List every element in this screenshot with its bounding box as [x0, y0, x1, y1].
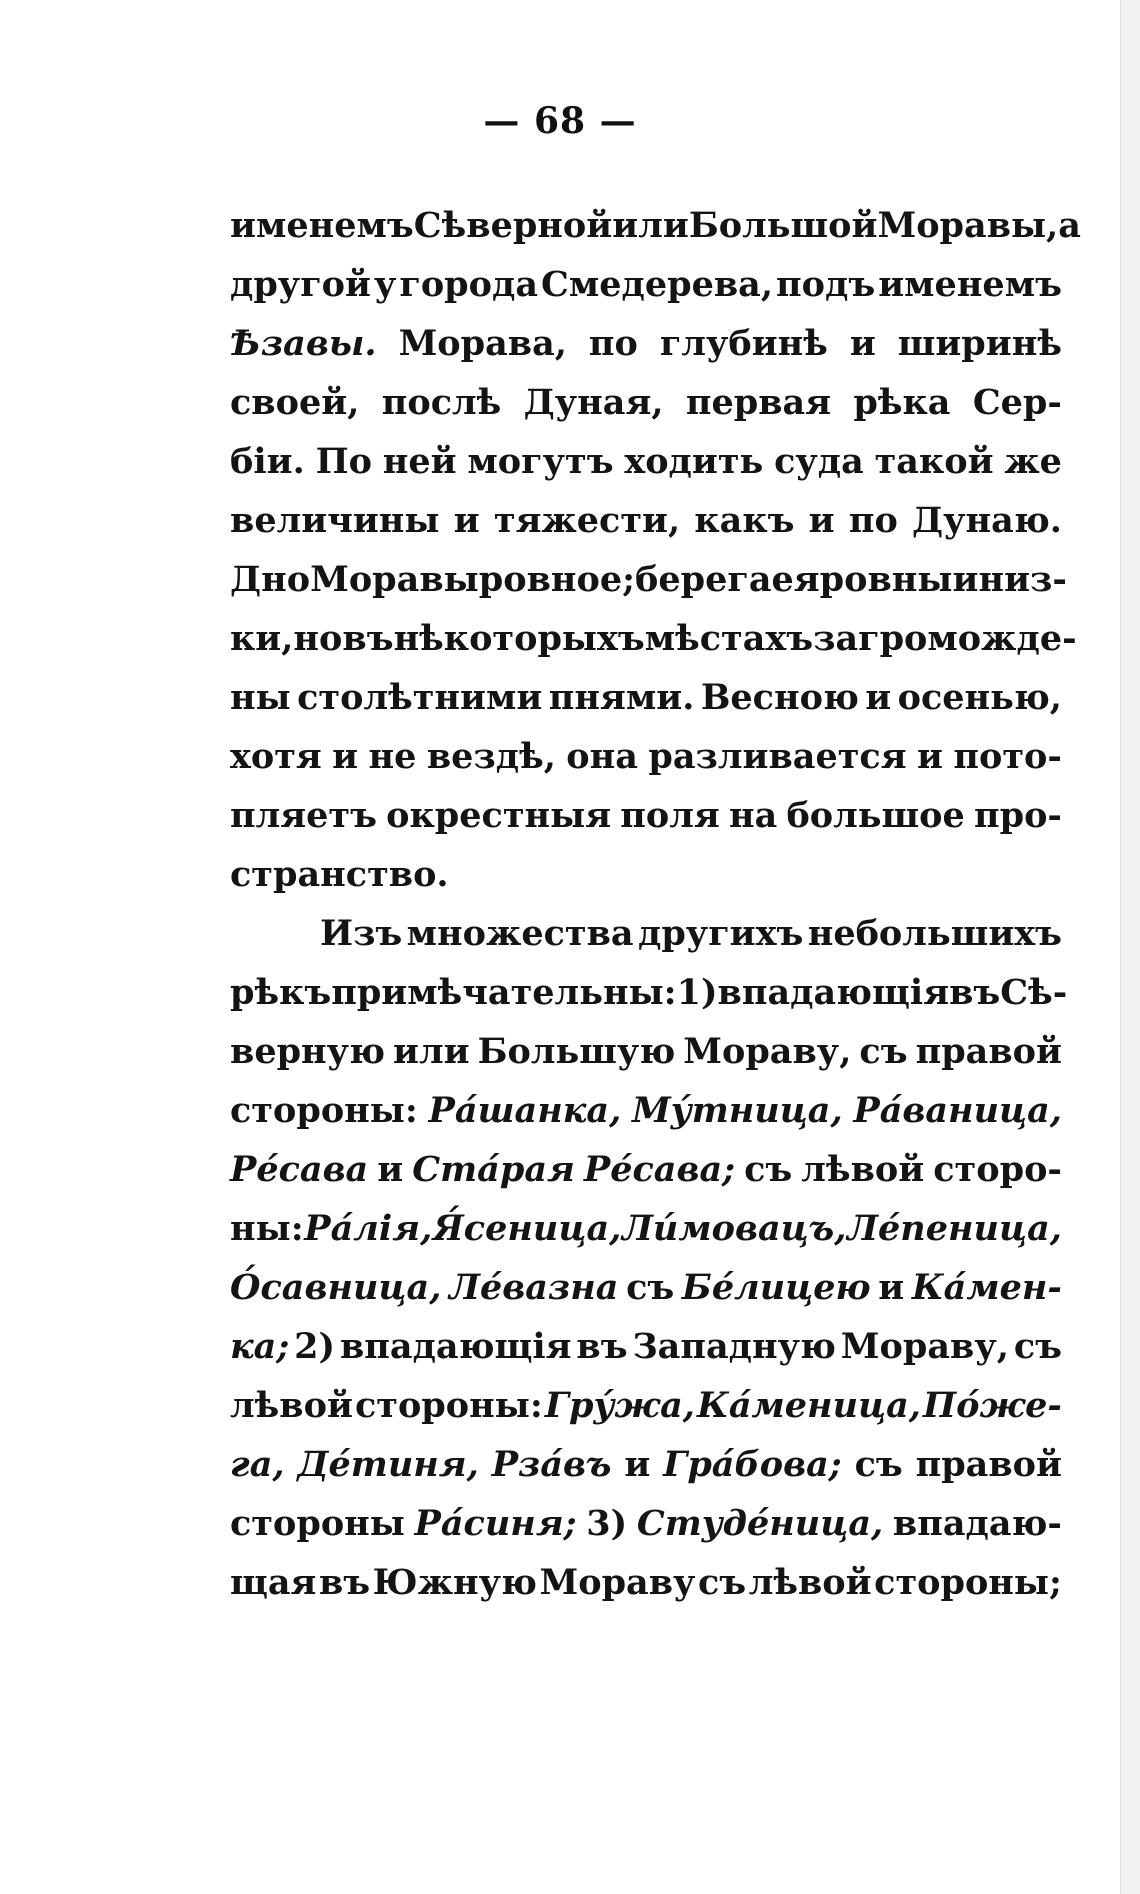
word: Дно	[230, 559, 311, 600]
word: и	[865, 677, 892, 718]
text-line	[230, 609, 1077, 668]
word: съ	[626, 1267, 675, 1308]
text-line	[230, 1199, 1062, 1258]
italic-word: Я́сеница,	[432, 1208, 622, 1249]
italic-word: Ра́лія,	[304, 1208, 433, 1249]
italic-word: Гру́жа,	[544, 1385, 695, 1426]
italic-word: ка;	[230, 1326, 290, 1367]
text-line	[230, 255, 1062, 314]
text-line	[230, 1553, 1062, 1612]
italic-word: Ре́сава	[230, 1149, 369, 1190]
italic-word: Му́тница,	[632, 1090, 843, 1131]
word: Дуная,	[523, 382, 664, 423]
word: рѣка	[853, 382, 951, 423]
word: Дунаю.	[912, 500, 1062, 541]
word: нѣкоторыхъ	[393, 618, 645, 659]
word: могутъ	[467, 441, 614, 482]
word: но	[293, 618, 343, 659]
word: Мораву	[539, 1562, 696, 1603]
word: 2)	[294, 1326, 336, 1367]
word: и	[952, 559, 979, 600]
word: не	[368, 736, 417, 777]
word: загроможде-	[813, 618, 1077, 659]
word: по	[588, 323, 638, 364]
word: множества	[406, 913, 634, 954]
word: Большую	[477, 1031, 676, 1072]
word: или	[393, 1031, 470, 1072]
word: и	[808, 500, 835, 541]
word: хотя	[230, 736, 322, 777]
word: тяжести,	[493, 500, 681, 541]
word: и	[624, 1444, 651, 1485]
word: впадаю-	[892, 1503, 1062, 1544]
word: 3)	[586, 1503, 628, 1544]
italic-word: Ѣзавы.	[230, 323, 377, 364]
word: и	[917, 736, 943, 777]
word: и	[377, 1149, 404, 1190]
text-line	[230, 727, 1062, 786]
word: ширинѣ	[897, 323, 1062, 364]
word: ней	[382, 441, 457, 482]
word: ны:	[230, 1208, 304, 1249]
word: лѣвой	[230, 1385, 353, 1426]
word: ходить	[624, 441, 764, 482]
text-line	[230, 1494, 1062, 1553]
word: 1)	[676, 972, 718, 1013]
italic-word: Ра́шанка,	[428, 1090, 622, 1131]
word: впадающія	[339, 1326, 572, 1367]
italic-word: Ре́сава;	[583, 1149, 736, 1190]
body-text	[230, 196, 1081, 1612]
text-line	[230, 314, 1062, 373]
word: Мораву,	[840, 1326, 1009, 1367]
italic-word: Ли́мовацъ,	[621, 1208, 847, 1249]
text-line	[230, 845, 1062, 904]
word: города	[399, 264, 538, 305]
word: поля	[620, 795, 720, 836]
italic-word: Бе́лицею	[681, 1267, 871, 1308]
word: сторо-	[933, 1149, 1062, 1190]
italic-word: Ра́синя;	[414, 1503, 577, 1544]
text-line	[230, 1140, 1062, 1199]
word: въ	[342, 618, 394, 659]
word: именемъ	[878, 264, 1062, 305]
word: пнями.	[548, 677, 695, 718]
text-line	[230, 1022, 1062, 1081]
word: правой	[915, 1444, 1062, 1485]
word: у	[373, 264, 397, 305]
word: стороны:	[354, 1385, 543, 1426]
text-line	[230, 1317, 1062, 1376]
italic-word: Ста́рая	[412, 1149, 575, 1190]
word: и	[849, 323, 876, 364]
italic-word: Ле́вазна	[449, 1267, 619, 1308]
word: окрестныя	[386, 795, 612, 836]
italic-word: га,	[230, 1444, 285, 1485]
word: или	[612, 205, 689, 246]
word: Моравы	[310, 559, 479, 600]
word: берега	[635, 559, 772, 600]
word: ровное;	[478, 559, 636, 600]
page-edge	[1120, 0, 1140, 1894]
word: низ-	[978, 559, 1067, 600]
word: и	[332, 736, 359, 777]
word: Большой	[688, 205, 878, 246]
word: съ	[854, 1444, 903, 1485]
word: про-	[973, 795, 1062, 836]
word: Сѣверной	[413, 205, 613, 246]
word: большое	[786, 795, 965, 836]
word: стороны	[230, 1503, 405, 1544]
text-line	[230, 491, 1062, 550]
word: и	[453, 500, 480, 541]
text-line	[230, 668, 1062, 727]
word: другой	[230, 264, 371, 305]
word: Мораву,	[683, 1031, 852, 1072]
text-line	[230, 963, 1068, 1022]
word: съ	[859, 1031, 908, 1072]
word: разливается	[648, 736, 907, 777]
word: біи.	[230, 441, 305, 482]
word: съ	[697, 1562, 747, 1603]
text-line	[230, 1081, 1062, 1140]
word: своей,	[230, 382, 360, 423]
word: въ	[576, 1326, 628, 1367]
word: Моравы,	[877, 205, 1059, 246]
text-line	[230, 373, 1062, 432]
word: пото-	[953, 736, 1062, 777]
word: Сѣ-	[1000, 972, 1068, 1013]
text-line	[230, 1435, 1062, 1494]
italic-word: Де́тиня,	[297, 1444, 479, 1485]
page-number: — 68 —	[483, 100, 637, 142]
word: съ	[1013, 1326, 1062, 1367]
word: именемъ	[230, 205, 414, 246]
word: ея	[771, 559, 820, 600]
word: первая	[685, 382, 832, 423]
word: лѣвой	[748, 1562, 872, 1603]
word: величины	[230, 500, 440, 541]
word: подъ	[776, 264, 876, 305]
italic-word: Ра́ваница,	[853, 1090, 1062, 1131]
italic-word: По́же-	[923, 1385, 1062, 1426]
word: рѣкъ	[230, 972, 332, 1013]
word: небольшихъ	[807, 913, 1062, 954]
italic-word: Ка́мен-	[911, 1267, 1062, 1308]
word: столѣтними	[297, 677, 543, 718]
word: ровны	[819, 559, 953, 600]
word: и	[878, 1267, 905, 1308]
word: ны	[230, 677, 291, 718]
word: вездѣ,	[426, 736, 556, 777]
word: примѣчательны:	[331, 972, 677, 1013]
word: По	[315, 441, 372, 482]
word: послѣ	[381, 382, 502, 423]
word: впадающія	[717, 972, 950, 1013]
text-line	[230, 196, 1081, 255]
word: стороны:	[230, 1090, 418, 1131]
word: осенью,	[897, 677, 1062, 718]
word: глубинѣ	[659, 323, 828, 364]
italic-word: Ка́меница,	[697, 1385, 921, 1426]
word: она	[566, 736, 638, 777]
word: какъ	[694, 500, 795, 541]
word: на	[728, 795, 778, 836]
italic-word: Гра́бова;	[663, 1444, 842, 1485]
word: ки,	[230, 618, 294, 659]
word: Изъ	[320, 913, 403, 954]
word: верную	[230, 1031, 385, 1072]
word: Сер-	[972, 382, 1062, 423]
word: такой	[874, 441, 994, 482]
word: стороны;	[874, 1562, 1062, 1603]
word: странство.	[230, 854, 449, 895]
word: же	[1004, 441, 1062, 482]
word: Западную	[632, 1326, 836, 1367]
italic-word: Студе́ница,	[636, 1503, 884, 1544]
word: Морава,	[398, 323, 567, 364]
text-line	[230, 550, 1067, 609]
word: Южную	[372, 1562, 537, 1603]
italic-word: О́савница,	[230, 1267, 442, 1308]
word: а	[1058, 205, 1081, 246]
text-line	[230, 1258, 1062, 1317]
word: другихъ	[638, 913, 804, 954]
word: лѣвой	[801, 1149, 925, 1190]
text-line	[230, 904, 1062, 963]
word: Весною	[700, 677, 859, 718]
text-line	[230, 786, 1062, 845]
word: въ	[318, 1562, 371, 1603]
word: правой	[915, 1031, 1062, 1072]
italic-word: Рза́въ	[491, 1444, 612, 1485]
italic-word: Ле́пеница,	[847, 1208, 1062, 1249]
text-line	[230, 1376, 1062, 1435]
word: суда	[774, 441, 864, 482]
word: пляетъ	[230, 795, 377, 836]
word: съ	[744, 1149, 793, 1190]
word: въ	[949, 972, 1001, 1013]
word: мѣстахъ	[644, 618, 814, 659]
word: Смедерева,	[541, 264, 774, 305]
word: щая	[230, 1562, 317, 1603]
word: по	[848, 500, 898, 541]
text-line	[230, 432, 1062, 491]
